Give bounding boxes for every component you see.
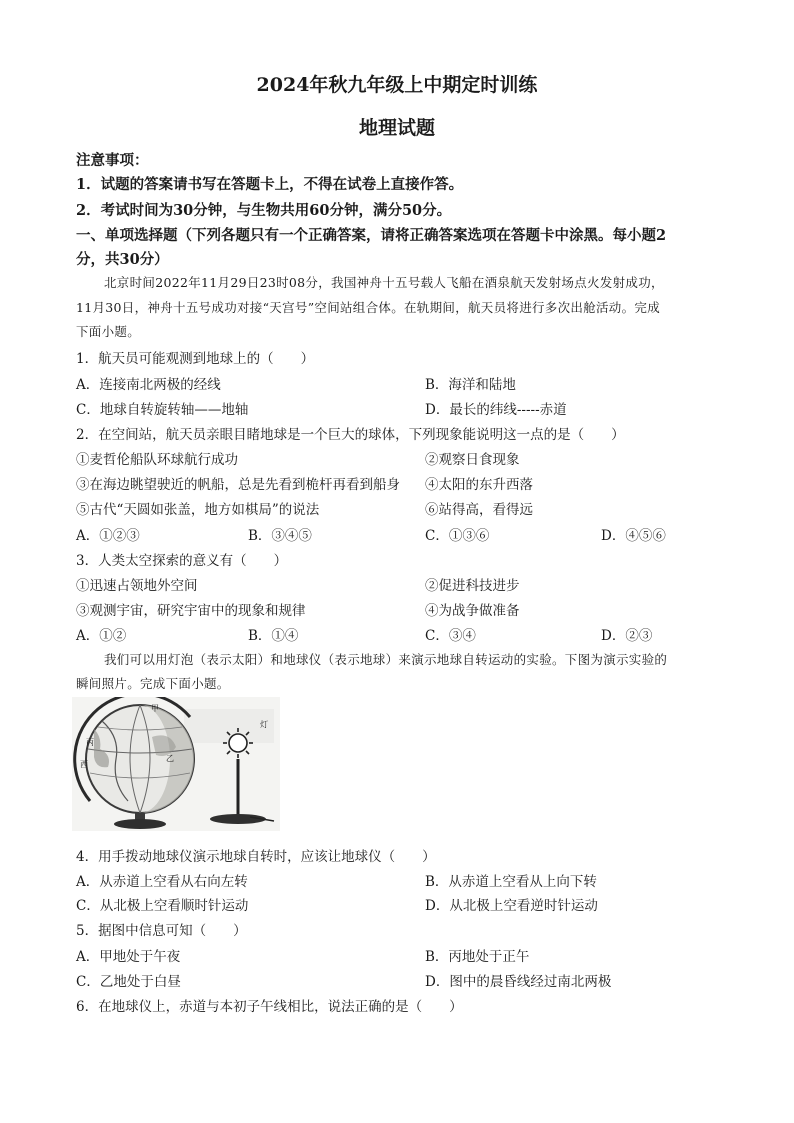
q2-option-b: B．③④⑤ [248, 528, 312, 544]
passage-line: 北京时间2022年11月29日23时08分，我国神舟十五号载人飞船在酒泉航天发射场点火发射成功， [104, 275, 664, 290]
q3-option-c: C．③④ [425, 628, 476, 644]
q4-option-b: B．从赤道上空看从上向下转 [425, 874, 597, 890]
q2-statement-2: ②观察日食现象 [425, 452, 520, 468]
q4-option-a: A．从赤道上空看从右向左转 [76, 874, 248, 890]
q1-option-a: A．连接南北两极的经线 [76, 377, 221, 393]
q3-statement-1: ①迅速占领地外空间 [76, 578, 198, 594]
q2-statement-4: ④太阳的东升西落 [425, 477, 533, 493]
label-jia: 甲 [151, 704, 159, 713]
q4-option-d: D．从北极上空看逆时针运动 [425, 898, 598, 914]
globe-lamp-illustration [72, 697, 280, 831]
q2-option-d: D．④⑤⑥ [601, 528, 666, 544]
label-xi: 西 [80, 760, 88, 769]
label-deng: 灯 [260, 720, 268, 729]
passage-line: 瞬间照片。完成下面小题。 [76, 676, 230, 691]
label-bing: 丙 [86, 738, 94, 747]
passage-line: 11月30日，神舟十五号成功对接“天宫号”空间站组合体。在轨期间，航天员将进行多次出舱活动。完成 [76, 300, 660, 315]
q2-option-a: A．①②③ [76, 528, 140, 544]
passage-line: 下面小题。 [76, 324, 141, 339]
question-stem-4: 4．用手拨动地球仪演示地球自转时，应该让地球仪（ ） [76, 849, 436, 865]
q2-statement-3: ③在海边眺望驶近的帆船，总是先看到桅杆再看到船身 [76, 477, 400, 493]
q3-statement-4: ④为战争做准备 [425, 603, 520, 619]
q1-option-d: D．最长的纬线-----赤道 [425, 402, 567, 418]
q3-option-b: B．①④ [248, 628, 299, 644]
q5-option-b: B．丙地处于正午 [425, 949, 530, 965]
q2-statement-1: ①麦哲伦船队环球航行成功 [76, 452, 238, 468]
section-heading-cont: 分，共30分） [76, 251, 169, 268]
notice-item: 2．考试时间为30分钟，与生物共用60分钟，满分50分。 [76, 202, 452, 219]
question-stem-5: 5．据图中信息可知（ ） [76, 923, 247, 939]
q1-option-b: B．海洋和陆地 [425, 377, 516, 393]
q1-option-c: C．地球自转旋转轴——地轴 [76, 402, 249, 418]
label-yi: 乙 [166, 754, 174, 763]
q5-option-a: A．甲地处于午夜 [76, 949, 181, 965]
exam-title: 2024年秋九年级上中期定时训练 [256, 74, 538, 96]
q2-statement-5: ⑤古代“天圆如张盖，地方如棋局”的说法 [76, 502, 320, 518]
question-stem-3: 3．人类太空探索的意义有（ ） [76, 553, 288, 569]
q5-option-c: C．乙地处于白昼 [76, 974, 181, 990]
exam-subtitle: 地理试题 [358, 117, 435, 139]
q2-option-c: C．①③⑥ [425, 528, 490, 544]
section-heading: 一、单项选择题（下列各题只有一个正确答案，请将正确答案选项在答题卡中涂黑。每小题2 [76, 227, 667, 244]
question-stem-1: 1．航天员可能观测到地球上的（ ） [76, 351, 315, 367]
notice-item: 1．试题的答案请书写在答题卡上，不得在试卷上直接作答。 [76, 176, 464, 193]
globe-lamp-figure [72, 697, 280, 831]
notice-heading: 注意事项： [76, 152, 149, 169]
q3-statement-2: ②促进科技进步 [425, 578, 520, 594]
q3-option-a: A．①② [76, 628, 127, 644]
q5-option-d: D．图中的晨昏线经过南北两极 [425, 974, 612, 990]
question-stem-2: 2．在空间站，航天员亲眼目睹地球是一个巨大的球体，下列现象能说明这一点的是（ ） [76, 427, 625, 443]
q3-statement-3: ③观测宇宙，研究宇宙中的现象和规律 [76, 603, 306, 619]
q2-statement-6: ⑥站得高，看得远 [425, 502, 533, 518]
q3-option-d: D．②③ [601, 628, 653, 644]
q4-option-c: C．从北极上空看顺时针运动 [76, 898, 249, 914]
passage-line: 我们可以用灯泡（表示太阳）和地球仪（表示地球）来演示地球自转运动的实验。下图为演示实验的 [104, 652, 668, 667]
question-stem-6: 6．在地球仪上，赤道与本初子午线相比，说法正确的是（ ） [76, 999, 463, 1015]
